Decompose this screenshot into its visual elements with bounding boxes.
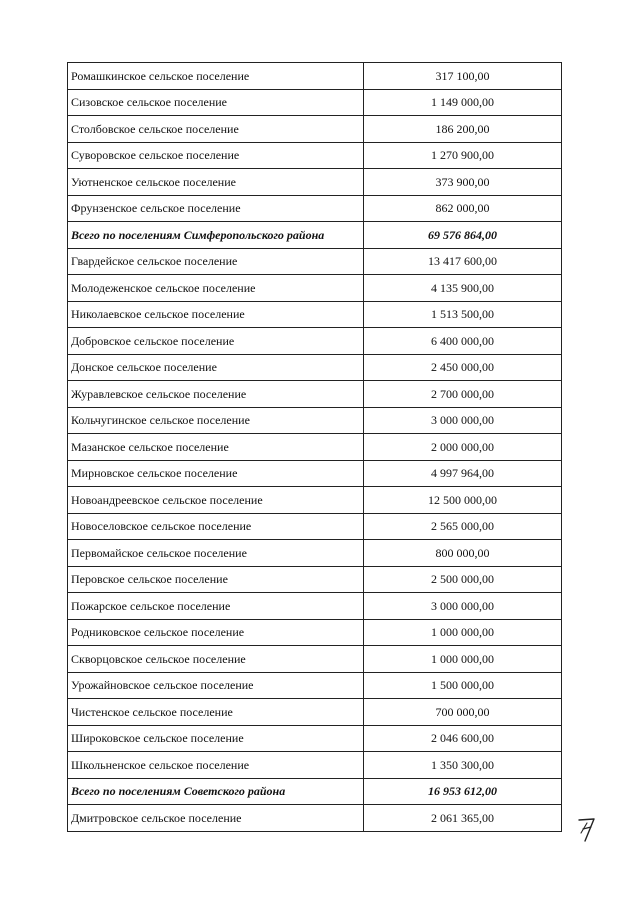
settlement-name: Ромашкинское сельское поселение bbox=[68, 63, 364, 90]
table-row bbox=[68, 89, 562, 116]
settlement-name: Первомайское сельское поселение bbox=[68, 540, 364, 567]
settlement-amount: 700 000,00 bbox=[364, 699, 562, 726]
settlement-name: Столбовское сельское поселение bbox=[68, 116, 364, 143]
settlement-amount: 1 000 000,00 bbox=[364, 646, 562, 673]
total-label: Всего по поселениям Советского района bbox=[68, 778, 364, 805]
table-row bbox=[68, 248, 562, 275]
settlement-name: Журавлевское сельское поселение bbox=[68, 381, 364, 408]
settlement-amount: 3 000 000,00 bbox=[364, 593, 562, 620]
settlement-amount: 1 000 000,00 bbox=[364, 619, 562, 646]
total-amount: 69 576 864,00 bbox=[364, 222, 562, 249]
settlement-name: Добровское сельское поселение bbox=[68, 328, 364, 355]
table-row bbox=[68, 169, 562, 196]
table-total-row bbox=[68, 222, 562, 249]
settlement-name: Николаевское сельское поселение bbox=[68, 301, 364, 328]
settlement-name: Мирновское сельское поселение bbox=[68, 460, 364, 487]
table-row bbox=[68, 116, 562, 143]
settlement-amount: 4 135 900,00 bbox=[364, 275, 562, 302]
settlement-name: Кольчугинское сельское поселение bbox=[68, 407, 364, 434]
settlement-name: Урожайновское сельское поселение bbox=[68, 672, 364, 699]
settlement-amount: 2 061 365,00 bbox=[364, 805, 562, 832]
settlement-amount: 12 500 000,00 bbox=[364, 487, 562, 514]
table-row bbox=[68, 487, 562, 514]
table-row bbox=[68, 275, 562, 302]
table-row bbox=[68, 407, 562, 434]
settlement-name: Мазанское сельское поселение bbox=[68, 434, 364, 461]
table-row bbox=[68, 540, 562, 567]
settlement-amount: 13 417 600,00 bbox=[364, 248, 562, 275]
total-label: Всего по поселениям Симферопольского района bbox=[68, 222, 364, 249]
settlement-amount: 862 000,00 bbox=[364, 195, 562, 222]
table-row bbox=[68, 328, 562, 355]
settlement-amount: 2 046 600,00 bbox=[364, 725, 562, 752]
settlement-name: Пожарское сельское поселение bbox=[68, 593, 364, 620]
settlement-amount: 800 000,00 bbox=[364, 540, 562, 567]
settlement-amount: 2 450 000,00 bbox=[364, 354, 562, 381]
settlement-name: Перовское сельское поселение bbox=[68, 566, 364, 593]
table-row bbox=[68, 725, 562, 752]
table-body bbox=[68, 63, 562, 832]
table-row bbox=[68, 195, 562, 222]
table-row bbox=[68, 566, 562, 593]
settlement-name: Гвардейское сельское поселение bbox=[68, 248, 364, 275]
total-amount: 16 953 612,00 bbox=[364, 778, 562, 805]
settlement-name: Новоселовское сельское поселение bbox=[68, 513, 364, 540]
settlement-amount: 1 350 300,00 bbox=[364, 752, 562, 779]
table-row bbox=[68, 63, 562, 90]
table-row bbox=[68, 434, 562, 461]
settlement-name: Уютненское сельское поселение bbox=[68, 169, 364, 196]
settlement-name: Скворцовское сельское поселение bbox=[68, 646, 364, 673]
table-row bbox=[68, 460, 562, 487]
settlement-name: Суворовское сельское поселение bbox=[68, 142, 364, 169]
settlement-amount: 1 270 900,00 bbox=[364, 142, 562, 169]
table-row bbox=[68, 593, 562, 620]
settlement-amount: 6 400 000,00 bbox=[364, 328, 562, 355]
settlement-amount: 3 000 000,00 bbox=[364, 407, 562, 434]
settlement-amount: 2 000 000,00 bbox=[364, 434, 562, 461]
handwritten-page-mark-icon bbox=[576, 815, 598, 845]
table-row bbox=[68, 354, 562, 381]
settlement-amount: 1 149 000,00 bbox=[364, 89, 562, 116]
settlement-name: Сизовское сельское поселение bbox=[68, 89, 364, 116]
table-row bbox=[68, 752, 562, 779]
settlement-amount: 1 500 000,00 bbox=[364, 672, 562, 699]
table-row bbox=[68, 646, 562, 673]
settlement-amount: 317 100,00 bbox=[364, 63, 562, 90]
settlements-budget-table bbox=[67, 62, 562, 832]
settlement-name: Новоандреевское сельское поселение bbox=[68, 487, 364, 514]
settlement-amount: 373 900,00 bbox=[364, 169, 562, 196]
table-row bbox=[68, 301, 562, 328]
table-row bbox=[68, 142, 562, 169]
table-row bbox=[68, 381, 562, 408]
settlement-name: Чистенское сельское поселение bbox=[68, 699, 364, 726]
settlement-name: Дмитровское сельское поселение bbox=[68, 805, 364, 832]
settlement-amount: 2 700 000,00 bbox=[364, 381, 562, 408]
table-total-row bbox=[68, 778, 562, 805]
settlement-amount: 186 200,00 bbox=[364, 116, 562, 143]
settlement-name: Фрунзенское сельское поселение bbox=[68, 195, 364, 222]
settlement-name: Родниковское сельское поселение bbox=[68, 619, 364, 646]
settlement-amount: 2 565 000,00 bbox=[364, 513, 562, 540]
settlement-amount: 1 513 500,00 bbox=[364, 301, 562, 328]
table-row bbox=[68, 672, 562, 699]
settlement-name: Широковское сельское поселение bbox=[68, 725, 364, 752]
table-row bbox=[68, 513, 562, 540]
settlement-name: Донское сельское поселение bbox=[68, 354, 364, 381]
settlement-amount: 4 997 964,00 bbox=[364, 460, 562, 487]
settlement-name: Школьненское сельское поселение bbox=[68, 752, 364, 779]
table-row bbox=[68, 619, 562, 646]
table-row bbox=[68, 805, 562, 832]
settlement-amount: 2 500 000,00 bbox=[364, 566, 562, 593]
table-row bbox=[68, 699, 562, 726]
settlement-name: Молодеженское сельское поселение bbox=[68, 275, 364, 302]
